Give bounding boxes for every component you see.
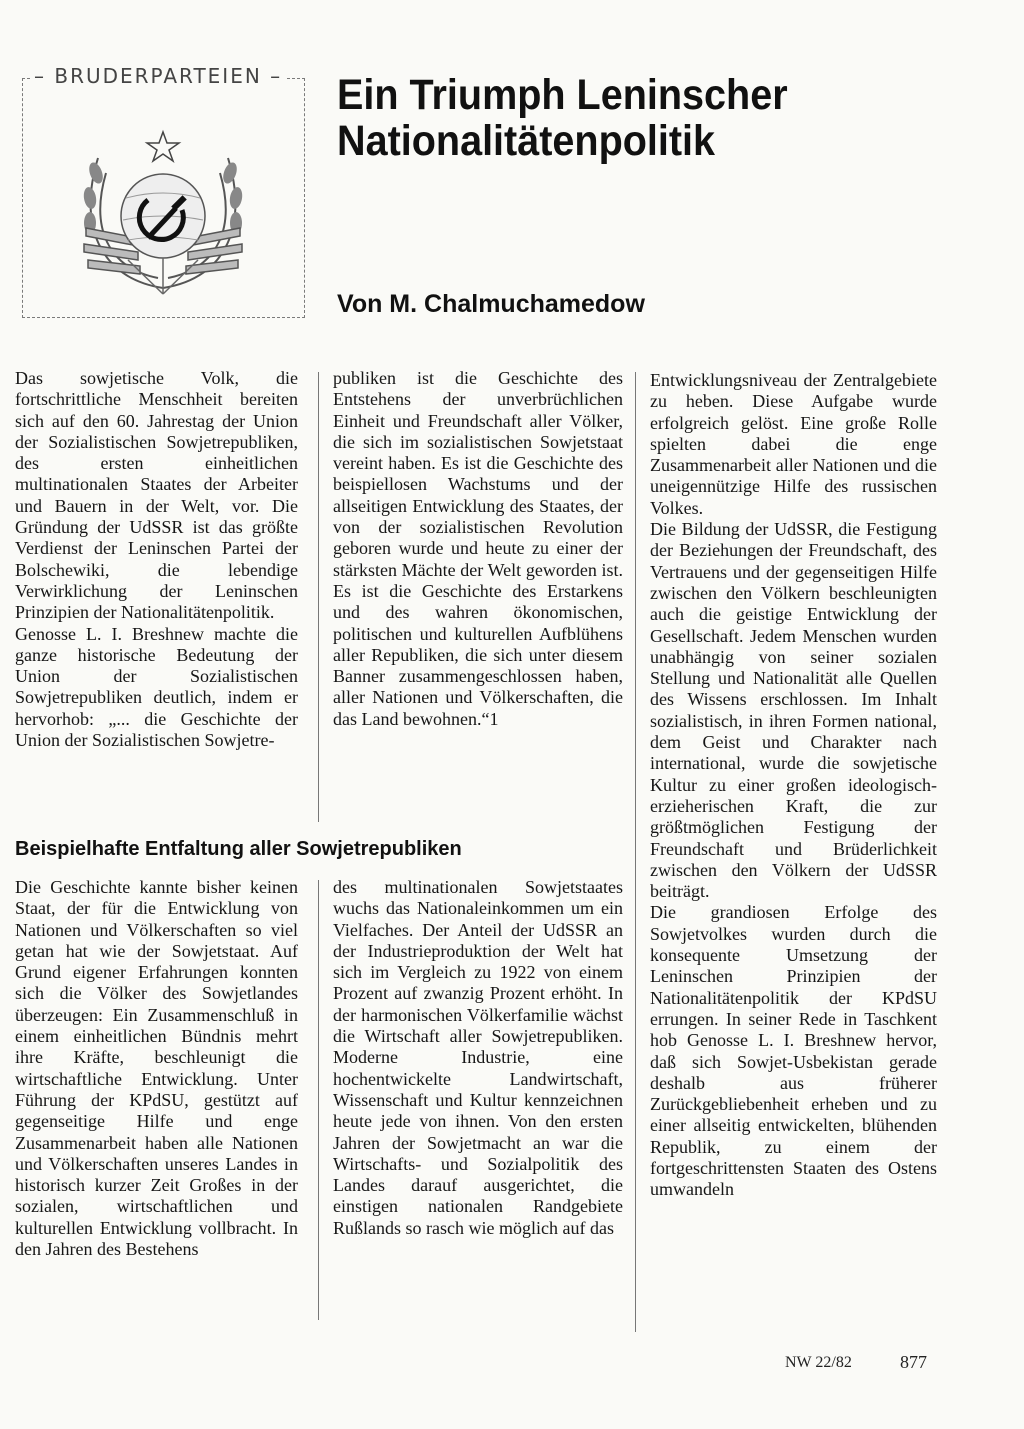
column-divider (318, 880, 319, 1320)
page-number: 877 (900, 1352, 927, 1372)
title-line-1: Ein Triumph Leninscher (337, 71, 788, 119)
section-subheading: Beispielhafte Entfaltung aller Sowjetrepubliken (15, 838, 462, 860)
paragraph: Das sowjetische Volk, die fortschrittliche Menschheit bereiten sich auf den 60. Jahrestag der Union der Sozialistischen Sowjetrepubliken, des ersten einheitlichen multinationalen Staates der Arbeiter und Bauern in der Welt, vor. Die Gründung der UdSSR ist das größte Verdienst der Leninschen Partei der Bolschewiki, die lebendige Verwirklichung der Leninschen Prinzipien der Nationalitätenpolitik. (15, 368, 298, 623)
paragraph: publiken ist die Geschichte des Entstehens der unverbrüchlichen Einheit und Freundschaft aller Völker, die sich im sozialistischen Sowjetstaat vereint haben. Es ist die Geschichte des beispiellosen Wachstums und der allseitigen Entwicklung des Staates, der von der sozialistischen Revolution geboren wurde und heute zu einer der stärksten Mächte der Welt geworden ist. Es ist die Geschichte des Erstarkens und des wahren ökonomischen, politischen und kulturellen Aufblühens aller Republiken, die sich unter diesem Banner zusammengeschlossen haben, aller Nationen und Völkerschaften, die das Land bewohnen.“1 (333, 368, 623, 729)
text-column-2-bottom (333, 877, 623, 1239)
paragraph: Die Geschichte kannte bisher keinen Staat, der für die Entwicklung von Nationen und Völkerschaften so viel getan hat wie der Sowjetstaat. Auf Grund eigener Erfahrungen konnten sich die Völker des Sowjetlandes überzeugen: Ein Zusammenschluß in einem einheitlichen Bündnis mehrt ihre Kräfte, beschleunigt die wirtschaftliche Entwicklung. Unter Führung der KPdSU, gestützt auf gegenseitige Hilfe und enge Zusammenarbeit haben alle Nationen und Völkerschaften unseres Landes in historisch kurzer Zeit Großes in der sozialen, wirtschaftlichen und kulturellen Entwicklung vollbracht. In den Jahren des Bestehens (15, 877, 298, 1260)
paragraph: Die grandiosen Erfolge des Sowjetvolkes wurden durch die konsequente Umsetzung der Leninschen Prinzipien der Nationalitätenpolitik der KPdSU errungen. In seiner Rede in Taschkent hob Genosse L. I. Breshnew hervor, daß sich Sowjet-Usbekistan gerade deshalb aus früherer Zurückgebliebenheit erheben und zu einer allseitig entwickelten, blühenden Republik, zu einem der fortgeschrittensten Staaten des Ostens umwandeln (650, 902, 937, 1200)
paragraph: Genosse L. I. Breshnew machte die ganze historische Bedeutung der Union der Sozialistischen Sowjetrepubliken deutlich, indem er hervorhob: „... die Geschichte der Union der Sozialistischen Sowjetre- (15, 623, 298, 751)
section-rubric: – BRUDERPARTEIEN – (30, 64, 286, 88)
text-column-2-top (333, 368, 623, 730)
column-divider (635, 372, 636, 1332)
paragraph: Entwicklungsniveau der Zentralgebiete zu heben. Diese Aufgabe wurde erfolgreich gelöst. Eine große Rolle spielten dabei die enge Zusammenarbeit aller Nationen und die uneigennützige Hilfe des russischen Volkes. (650, 370, 937, 518)
text-column-3 (650, 370, 937, 1201)
paragraph: des multinationalen Sowjetstaates wuchs das Nationaleinkommen um ein Vielfaches. Der Anteil der UdSSR an der Industrieproduktion der Welt hat sich im Vergleich zu 1922 von einem Prozent auf zwanzig Prozent erhöht. In der harmonischen Völkerfamilie wächst die Wirtschaft aller Sowjetrepubliken. Moderne Industrie, eine hochentwickelte Landwirtschaft, Wissenschaft und Kultur kennzeichnen heute jede von ihnen. Von den ersten Jahren der Sowjetmacht an war die Wirtschafts- und Sozialpolitik des Landes darauf ausgerichtet, die einstigen nationalen Randgebiete Rußlands so rasch wie möglich auf das (333, 877, 623, 1238)
text-column-1-top (15, 368, 298, 751)
issue-number: NW 22/82 (785, 1354, 852, 1371)
column-divider (318, 372, 319, 822)
title-line-2: Nationalitätenpolitik (337, 117, 716, 165)
paragraph: Die Bildung der UdSSR, die Festigung der Beziehungen der Freundschaft, des Vertrauens und der gegenseitigen Hilfe zwischen den Völkern beschleunigten auch die geistige Entwicklung der Gesellschaft. Jedem Menschen wurden unabhängig von seiner sozialen Stellung und Nationalität alle Quellen des Wissens erschlossen. Im Inhalt sozialistisch, in ihren Formen national, dem Geist und Charakter nach international, wurde die sowjetische Kultur zu einer großen ideologisch-erzieherischen Kraft, die zur größtmöglichen Festigung der Freundschaft und Brüderlichkeit zwischen den Völkern der UdSSR beiträgt. (650, 519, 937, 902)
state-emblem-image (68, 128, 258, 296)
text-column-1-bottom (15, 877, 298, 1260)
article-title (337, 72, 935, 164)
author-byline: Von M. Chalmuchamedow (337, 290, 645, 318)
